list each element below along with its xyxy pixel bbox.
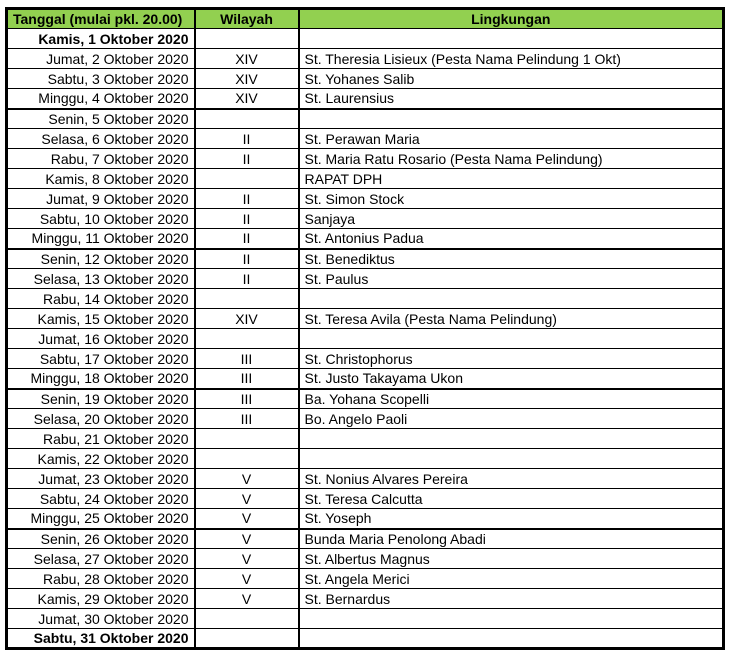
table-row [7, 269, 724, 289]
cell-wilayah: V [195, 469, 299, 489]
cell-lingkungan: St. Nonius Alvares Pereira [299, 469, 724, 489]
cell-wilayah: III [195, 369, 299, 389]
table-row [7, 229, 724, 249]
table-body [7, 29, 724, 649]
cell-date: Sabtu, 17 Oktober 2020 [7, 349, 195, 369]
cell-lingkungan: St. Angela Merici [299, 569, 724, 589]
cell-lingkungan: St. Antonius Padua [299, 229, 724, 249]
table-row [7, 449, 724, 469]
table-row [7, 569, 724, 589]
cell-lingkungan [299, 289, 724, 309]
table-row [7, 369, 724, 389]
cell-date: Sabtu, 31 Oktober 2020 [7, 629, 195, 649]
cell-lingkungan: Sanjaya [299, 209, 724, 229]
table-row [7, 389, 724, 409]
header-row [7, 9, 724, 29]
table-row [7, 49, 724, 69]
cell-wilayah [195, 329, 299, 349]
table-row [7, 69, 724, 89]
cell-date: Sabtu, 10 Oktober 2020 [7, 209, 195, 229]
cell-wilayah: II [195, 189, 299, 209]
cell-date: Jumat, 30 Oktober 2020 [7, 609, 195, 629]
table-row [7, 329, 724, 349]
table-row [7, 549, 724, 569]
cell-wilayah: III [195, 349, 299, 369]
table-row [7, 209, 724, 229]
cell-lingkungan: St. Paulus [299, 269, 724, 289]
cell-wilayah [195, 169, 299, 189]
table-row [7, 469, 724, 489]
cell-lingkungan: St. Perawan Maria [299, 129, 724, 149]
cell-wilayah: XIV [195, 309, 299, 329]
cell-lingkungan: St. Teresa Avila (Pesta Nama Pelindung) [299, 309, 724, 329]
cell-date: Rabu, 21 Oktober 2020 [7, 429, 195, 449]
cell-date: Sabtu, 3 Oktober 2020 [7, 69, 195, 89]
cell-lingkungan: St. Justo Takayama Ukon [299, 369, 724, 389]
cell-date: Rabu, 14 Oktober 2020 [7, 289, 195, 309]
cell-wilayah [195, 29, 299, 49]
cell-date: Senin, 5 Oktober 2020 [7, 109, 195, 129]
table-row [7, 109, 724, 129]
cell-date: Kamis, 8 Oktober 2020 [7, 169, 195, 189]
table-row [7, 89, 724, 109]
cell-wilayah: II [195, 269, 299, 289]
cell-wilayah: II [195, 209, 299, 229]
cell-wilayah [195, 429, 299, 449]
table-row [7, 309, 724, 329]
cell-date: Sabtu, 24 Oktober 2020 [7, 489, 195, 509]
cell-wilayah [195, 449, 299, 469]
cell-lingkungan: St. Albertus Magnus [299, 549, 724, 569]
cell-date: Jumat, 16 Oktober 2020 [7, 329, 195, 349]
cell-date: Kamis, 15 Oktober 2020 [7, 309, 195, 329]
table-row [7, 289, 724, 309]
cell-wilayah: II [195, 249, 299, 269]
cell-wilayah: V [195, 589, 299, 609]
cell-wilayah: XIV [195, 49, 299, 69]
cell-lingkungan: St. Teresa Calcutta [299, 489, 724, 509]
cell-date: Selasa, 6 Oktober 2020 [7, 129, 195, 149]
cell-wilayah: V [195, 549, 299, 569]
cell-lingkungan: St. Simon Stock [299, 189, 724, 209]
cell-wilayah: V [195, 569, 299, 589]
cell-date: Jumat, 23 Oktober 2020 [7, 469, 195, 489]
cell-wilayah: III [195, 409, 299, 429]
cell-date: Selasa, 20 Oktober 2020 [7, 409, 195, 429]
cell-wilayah: XIV [195, 89, 299, 109]
cell-date: Kamis, 29 Oktober 2020 [7, 589, 195, 609]
cell-lingkungan [299, 449, 724, 469]
cell-lingkungan: St. Bernardus [299, 589, 724, 609]
table-row [7, 249, 724, 269]
cell-wilayah: XIV [195, 69, 299, 89]
cell-date: Minggu, 11 Oktober 2020 [7, 229, 195, 249]
table-row [7, 529, 724, 549]
cell-lingkungan: Bunda Maria Penolong Abadi [299, 529, 724, 549]
cell-lingkungan [299, 29, 724, 49]
cell-wilayah: III [195, 389, 299, 409]
cell-wilayah: V [195, 509, 299, 529]
table-row [7, 609, 724, 629]
cell-wilayah [195, 629, 299, 649]
cell-wilayah: V [195, 489, 299, 509]
table-row [7, 149, 724, 169]
cell-lingkungan: St. Laurensius [299, 89, 724, 109]
table-row [7, 429, 724, 449]
cell-date: Senin, 19 Oktober 2020 [7, 389, 195, 409]
cell-lingkungan [299, 329, 724, 349]
cell-lingkungan [299, 109, 724, 129]
cell-date: Selasa, 27 Oktober 2020 [7, 549, 195, 569]
cell-lingkungan: St. Yoseph [299, 509, 724, 529]
cell-date: Senin, 12 Oktober 2020 [7, 249, 195, 269]
table-row [7, 509, 724, 529]
cell-lingkungan: Ba. Yohana Scopelli [299, 389, 724, 409]
cell-wilayah [195, 109, 299, 129]
table-row [7, 409, 724, 429]
cell-wilayah: II [195, 129, 299, 149]
cell-wilayah [195, 609, 299, 629]
cell-date: Minggu, 4 Oktober 2020 [7, 89, 195, 109]
table-row [7, 589, 724, 609]
header-tanggal: Tanggal (mulai pkl. 20.00) [7, 9, 195, 29]
cell-wilayah: II [195, 229, 299, 249]
cell-lingkungan: RAPAT DPH [299, 169, 724, 189]
table-row [7, 349, 724, 369]
schedule-table [5, 7, 725, 650]
cell-lingkungan: St. Theresia Lisieux (Pesta Nama Pelindung 1 Okt) [299, 49, 724, 69]
cell-date: Rabu, 7 Oktober 2020 [7, 149, 195, 169]
table-row [7, 169, 724, 189]
cell-lingkungan: St. Maria Ratu Rosario (Pesta Nama Pelindung) [299, 149, 724, 169]
table-row [7, 29, 724, 49]
cell-lingkungan [299, 629, 724, 649]
cell-date: Minggu, 18 Oktober 2020 [7, 369, 195, 389]
cell-wilayah: II [195, 149, 299, 169]
cell-lingkungan: Bo. Angelo Paoli [299, 409, 724, 429]
cell-date: Rabu, 28 Oktober 2020 [7, 569, 195, 589]
cell-wilayah: V [195, 529, 299, 549]
cell-lingkungan: St. Yohanes Salib [299, 69, 724, 89]
cell-date: Jumat, 2 Oktober 2020 [7, 49, 195, 69]
cell-date: Minggu, 25 Oktober 2020 [7, 509, 195, 529]
cell-lingkungan: St. Christophorus [299, 349, 724, 369]
cell-lingkungan [299, 429, 724, 449]
cell-date: Jumat, 9 Oktober 2020 [7, 189, 195, 209]
cell-date: Kamis, 22 Oktober 2020 [7, 449, 195, 469]
cell-lingkungan [299, 609, 724, 629]
table-row [7, 489, 724, 509]
cell-date: Senin, 26 Oktober 2020 [7, 529, 195, 549]
cell-lingkungan: St. Benediktus [299, 249, 724, 269]
table-row [7, 629, 724, 649]
table-row [7, 129, 724, 149]
header-wilayah: Wilayah [195, 9, 299, 29]
table-row [7, 189, 724, 209]
cell-date: Selasa, 13 Oktober 2020 [7, 269, 195, 289]
header-lingkungan: Lingkungan [299, 9, 724, 29]
cell-wilayah [195, 289, 299, 309]
cell-date: Kamis, 1 Oktober 2020 [7, 29, 195, 49]
